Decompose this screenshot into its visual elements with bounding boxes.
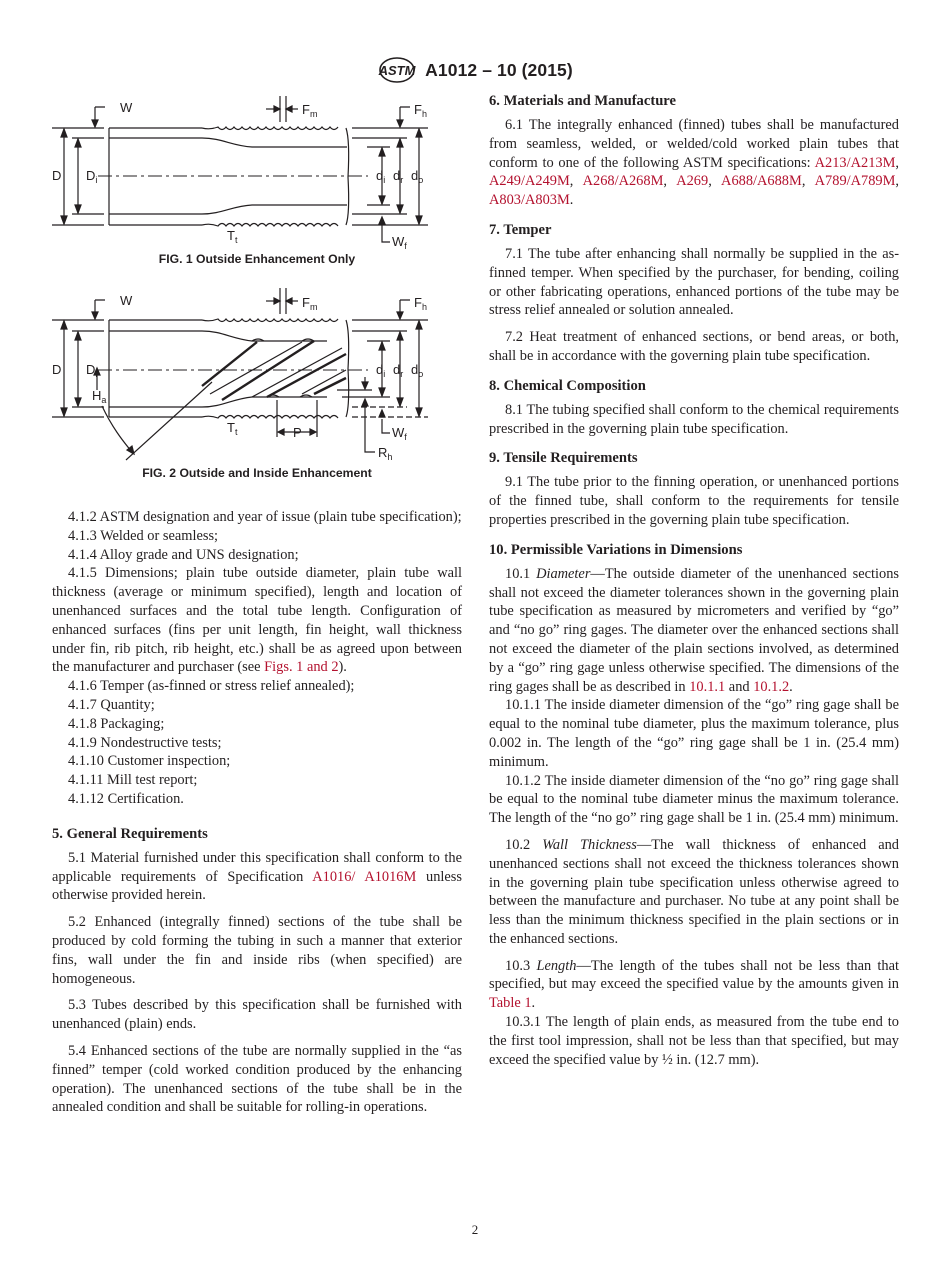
- figure-2-caption: FIG. 2 Outside and Inside Enhancement: [142, 466, 372, 480]
- para-5-3: 5.3 Tubes described by this specification shall be furnished with unenhanced (plain) ends.: [52, 997, 462, 1033]
- svg-text:P: P: [293, 425, 302, 440]
- svg-text:Di: $D_i$: [86, 362, 98, 379]
- svg-text:Wf: $W_f$: [392, 425, 407, 442]
- svg-text:di: $d_i$: [376, 362, 386, 379]
- section-10-heading: 10. Permissible Variations in Dimensions: [489, 541, 743, 558]
- svg-text:Fm: $F_m$: [302, 102, 318, 119]
- svg-text:Tt: $T_t$: [227, 228, 238, 245]
- svg-text:Fh: $F_h$: [414, 295, 427, 312]
- figure-1: [52, 92, 462, 266]
- svg-text:do: $d_o$: [411, 168, 424, 185]
- svg-text:D: D: [52, 168, 62, 183]
- item-4-1-3: 4.1.3 Welded or seamless;: [68, 527, 219, 544]
- para-8-1: 8.1 The tubing specified shall conform to the chemical requirements prescribed in the governing plain tube specification.: [489, 401, 899, 437]
- fig1-diagram: [52, 92, 462, 250]
- para-10-3: 10.3 Length—The length of the tubes shall not be less than that specified, but may exceed the specified value by the amounts given in Table 1.: [489, 957, 900, 1012]
- figure-1-caption: FIG. 1 Outside Enhancement Only: [158, 252, 356, 266]
- para-7-2: 7.2 Heat treatment of enhanced sections, or bend areas, or both, shall be in accordance with the governing plain tube specification.: [489, 329, 899, 364]
- para-10-2: 10.2 Wall Thickness—The wall thickness of enhanced and unenhanced sections shall not exceed the thickness tolerances shown in the governing plain tube specification unless otherwise agreed to between the manufacture and purchaser. No tube at any point shall be less than the minimum thickness specified in the plain sections or in the enhanced sections.: [489, 836, 900, 947]
- para-6-1: 6.1 The integrally enhanced (finned) tubes shall be manufactured from seamless, welded, or welded/cold worked plain tubes that conform to one of the following ASTM specifications: A213/A213M, A249/A249M, A268/A268M, A269, A688/A688M, A789/A789M, A803/A803M.: [489, 117, 900, 209]
- item-4-1-7: 4.1.7 Quantity;: [68, 696, 155, 713]
- para-5-2: 5.2 Enhanced (integrally finned) sections of the tube shall be produced by cold forming the tubing in such a manner that exterior fins, wall under the fin and inside ribs (when specified) are homogeneous.: [52, 914, 462, 987]
- para-10-1: 10.1 Diameter—The outside diameter of the unenhanced sections shall not exceed the diameter tolerances shown in the governing plain tube specification as measured by micrometers and verified by “go” and “no go” ring gages. The diameter over the enhanced sections shall not exceed the diameter of the plain sections involved, as determined by a “go” ring gage unless otherwise specified. The dimensions of the ring gages shall be as described in 10.1.1 and 10.1.2.: [489, 565, 899, 695]
- fig2-diagram: [52, 282, 462, 464]
- section-6-heading: 6. Materials and Manufacture: [489, 93, 676, 109]
- spec-link[interactable]: A249/A249M: [489, 173, 570, 190]
- svg-text:Tt: $T_t$: [227, 420, 238, 437]
- right-column: [489, 92, 899, 1069]
- figure-2: [52, 282, 462, 480]
- svg-text:Wf: $W_f$: [392, 234, 407, 250]
- a1016-link[interactable]: A1016/ A1016M: [312, 868, 417, 885]
- svg-text:Rh: $R_h$: [378, 445, 393, 462]
- item-4-1-11: 4.1.11 Mill test report;: [68, 772, 198, 789]
- svg-text:D: D: [52, 362, 62, 377]
- para-5-4: 5.4 Enhanced sections of the tube are normally supplied in the “as finned” temper (cold worked condition produced by the enhancing operation). The unenhanced sections of the tube shall be in the annealed condition and shall be suitable for rolling-in operations.: [52, 1042, 462, 1116]
- svg-text:W: W: [120, 293, 133, 308]
- item-4-1-12: 4.1.12 Certification.: [68, 790, 184, 807]
- page-header: [0, 56, 950, 84]
- svg-text:Fh: $F_h$: [414, 102, 427, 119]
- spec-link[interactable]: A268/A268M: [582, 173, 664, 190]
- svg-text:Ha: $H_a$: [92, 388, 107, 405]
- ref-10-1-2-link[interactable]: 10.1.2: [753, 678, 790, 695]
- section-9-heading: 9. Tensile Requirements: [489, 450, 638, 467]
- table-1-link[interactable]: Table 1: [489, 995, 532, 1012]
- svg-text:Fm: $F_m$: [302, 295, 318, 312]
- spec-link[interactable]: A213/A213M: [814, 154, 896, 171]
- section-5-heading: 5. General Requirements: [52, 825, 208, 842]
- item-4-1-8: 4.1.8 Packaging;: [68, 715, 165, 732]
- spec-link[interactable]: A688/A688M: [721, 173, 802, 190]
- para-10-1-1: 10.1.1 The inside diameter dimension of the “go” ring gage shall be equal to the nominal tube diameter, plus the maximum tolerance, plus 0.002 in. The length of the “go” ring gage shall be 1 in. (25.4 mm) minimum.: [489, 697, 899, 770]
- label-W: W: [120, 100, 133, 115]
- item-4-1-9: 4.1.9 Nondestructive tests;: [68, 734, 222, 751]
- figs-link[interactable]: Figs. 1 and 2: [264, 659, 339, 676]
- item-4-1-4: 4.1.4 Alloy grade and UNS designation;: [68, 546, 299, 563]
- svg-text:do: $d_o$: [411, 362, 424, 379]
- document-designation: A1012 – 10 (2015): [425, 59, 573, 80]
- item-4-1-5: 4.1.5 Dimensions; plain tube outside diameter, plain tube wall thickness (average or minimum specified), length and location of unenhanced surfaces and the total tube length. Configuration of enhanced surfaces (fins per unit length, fin height, wall thickness under fin, rib pitch, rib height, etc.) shall be as agreed upon between the manufacturer and purchaser (see Figs. 1 and 2).: [52, 565, 462, 676]
- para-9-1: 9.1 The tube prior to the finning operation, or unenhanced portions of the finned tube, shall conform to the requirements for tensile properties prescribed in the governing plain tube specification.: [489, 474, 899, 528]
- item-4-1-2: 4.1.2 ASTM designation and year of issue (plain tube specification);: [68, 509, 462, 525]
- ref-10-1-1-link[interactable]: 10.1.1: [689, 678, 726, 695]
- svg-text:di: $d_i$: [376, 168, 386, 185]
- left-text: [52, 508, 462, 1117]
- section-8-heading: 8. Chemical Composition: [489, 377, 646, 394]
- spec-link[interactable]: A789/A789M: [814, 173, 896, 190]
- item-4-1-6: 4.1.6 Temper (as-finned or stress relief annealed);: [68, 678, 355, 695]
- astm-logo-icon: [377, 56, 417, 84]
- item-4-1-10: 4.1.10 Customer inspection;: [68, 753, 231, 770]
- page-number: 2: [471, 1222, 479, 1237]
- svg-text:dr: $d_r$: [393, 168, 404, 185]
- left-column: [52, 92, 462, 1117]
- svg-text:dr: $d_r$: [393, 362, 404, 379]
- para-7-1: 7.1 The tube after enhancing shall normally be supplied in the as-finned temper. When specified by the purchaser, for bending, coiling or other fabricating operations, enhanced portions of the tube may be stress relief annealed or solution annealed.: [489, 245, 899, 319]
- svg-text:Di: $D_i$: [86, 168, 98, 185]
- para-10-1-2: 10.1.2 The inside diameter dimension of the “no go” ring gage shall be equal to the nominal tube diameter minus the maximum tolerance. The length of the “no go” ring gage shall be 1 in. (25.4 mm) minimum.: [489, 772, 899, 827]
- para-5-1: 5.1 Material furnished under this specification shall conform to the applicable requirements of Specification A1016/ A1016M unless otherwise provided herein.: [52, 849, 462, 904]
- section-7-heading: 7. Temper: [489, 221, 552, 238]
- para-10-3-1: 10.3.1 The length of plain ends, as measured from the tube end to the first tool impression, shall not be less than that specified, but may exceed the specified value by ½ in. (12.7 mm).: [489, 1014, 899, 1068]
- spec-link[interactable]: A803/A803M: [489, 192, 570, 209]
- svg-text:ASTM: ASTM: [378, 63, 416, 78]
- spec-link[interactable]: A269: [676, 173, 709, 190]
